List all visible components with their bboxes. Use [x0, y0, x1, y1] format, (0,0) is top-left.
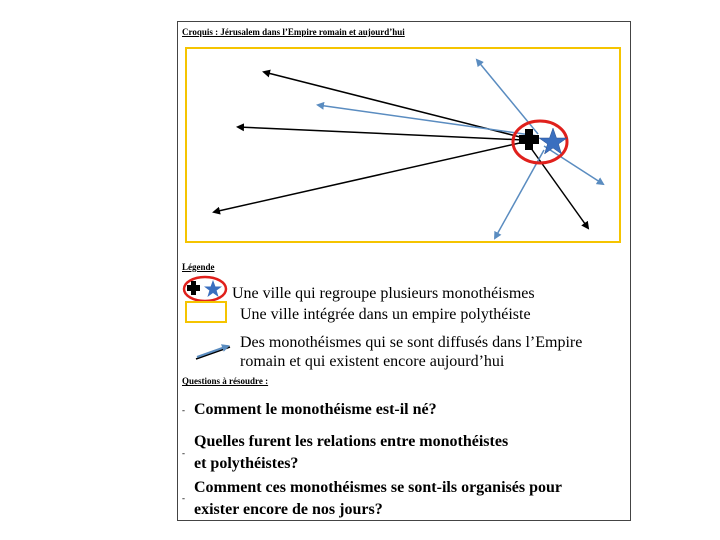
legend-item-city: Une ville qui regroupe plusieurs monothéismes [232, 285, 535, 302]
question-3-line1: Comment ces monothéismes se sont-ils organisés pour [194, 479, 562, 496]
star-icon [204, 280, 222, 297]
legend-icon-empire [186, 302, 226, 322]
question-2-line2: et polythéistes? [194, 455, 299, 472]
cross-icon [187, 281, 200, 295]
question-3-line2: exister encore de nos jours? [194, 501, 383, 518]
question-bullet: - [182, 448, 185, 458]
legend-item-empire: Une ville intégrée dans un empire polythéiste [240, 306, 531, 323]
question-1: Comment le monothéisme est-il né? [194, 401, 437, 418]
questions-title: Questions à résoudre : [182, 376, 269, 386]
legend-icon-city [184, 277, 226, 301]
black-arrow [238, 127, 524, 140]
question-bullet: - [182, 493, 185, 503]
legend-item-arrow-line1: Des monothéismes qui se sont diffusés dans l’Empire [240, 334, 583, 351]
blue-arrow [318, 105, 538, 136]
croquis-title: Croquis : Jérusalem dans l’Empire romain et aujourd’hui [182, 27, 405, 37]
question-bullet: - [182, 405, 185, 415]
legend-item-arrow-line2: romain et qui existent encore aujourd’hui [240, 353, 505, 370]
legend-title: Légende [182, 262, 215, 272]
question-2-line1: Quelles furent les relations entre monothéistes [194, 433, 509, 450]
black-arrow [214, 142, 524, 212]
legend-icon-arrow [196, 346, 230, 359]
